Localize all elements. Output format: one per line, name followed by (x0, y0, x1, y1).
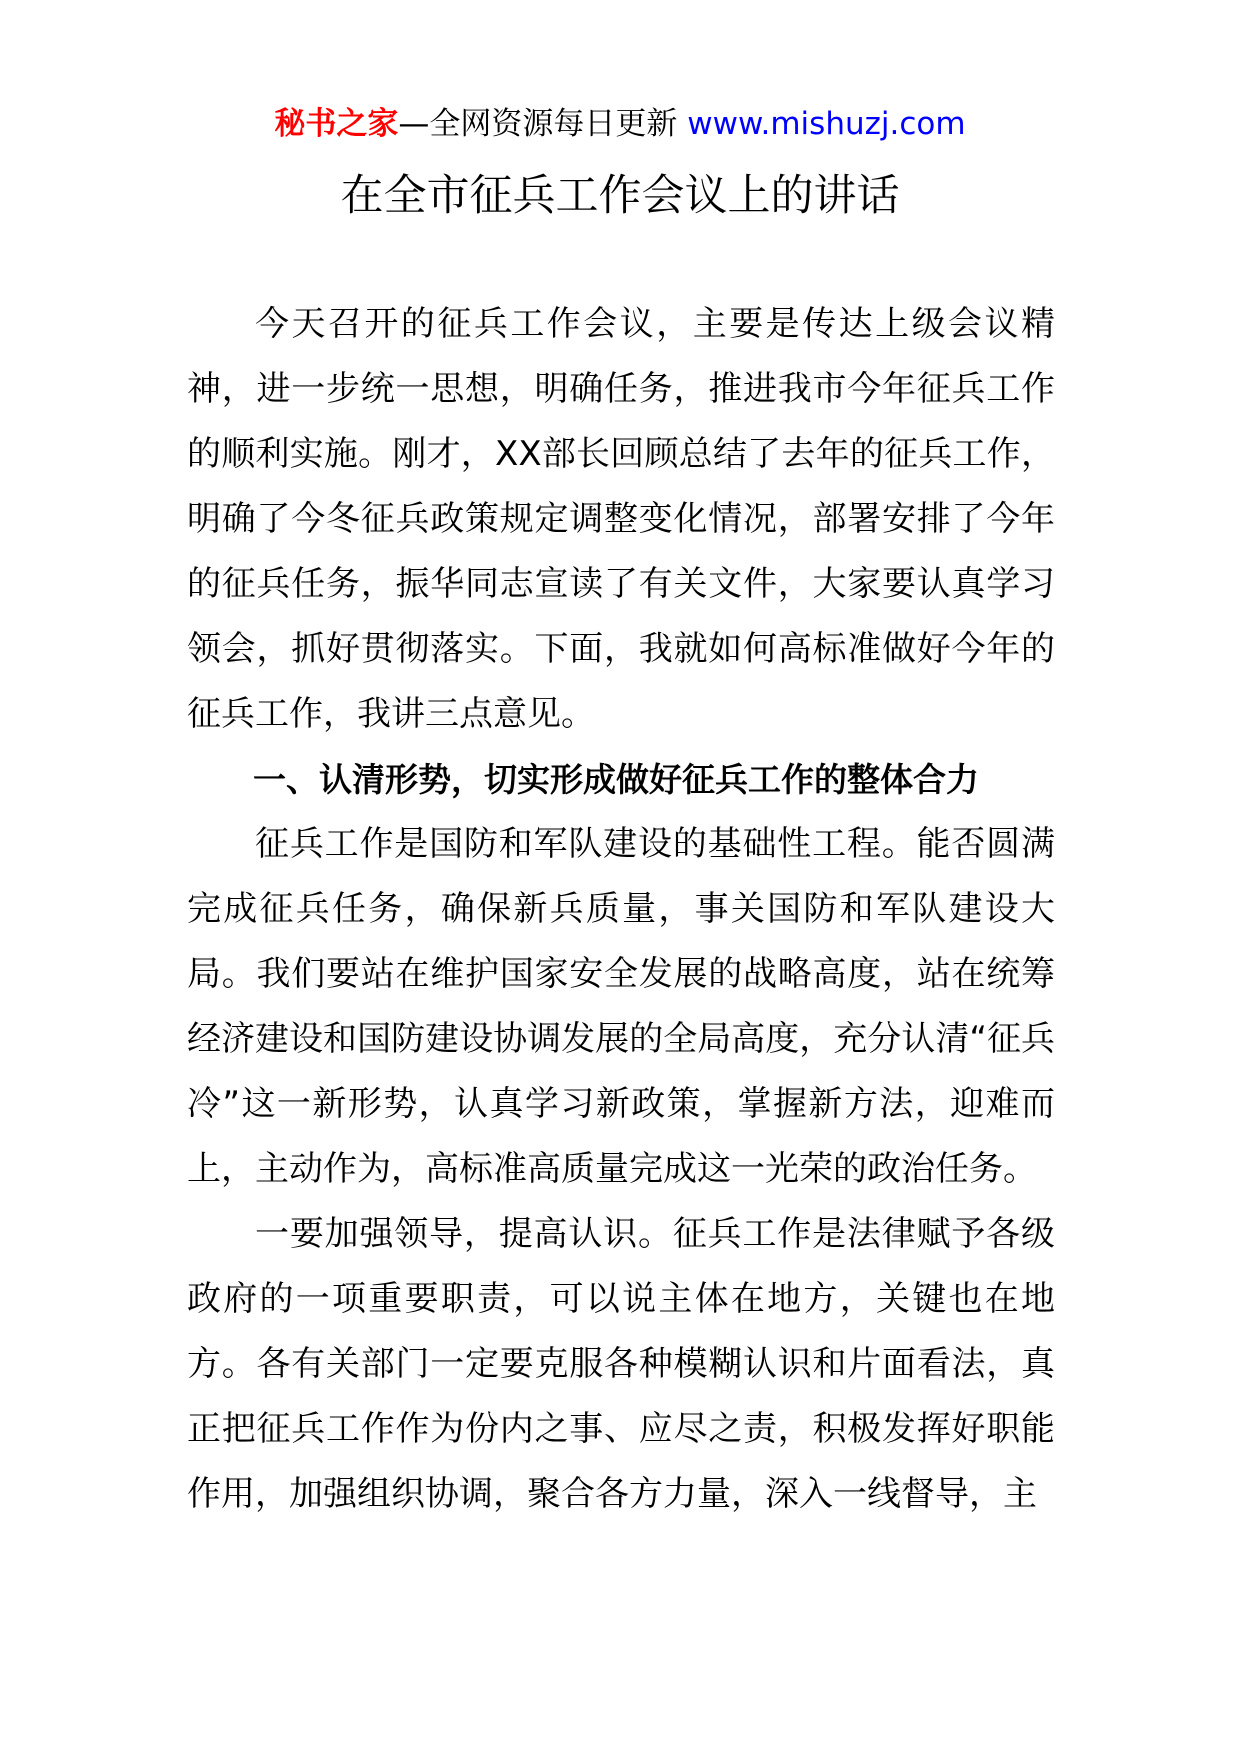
document-title: 在全市征兵工作会议上的讲话 (340, 171, 900, 221)
paragraph-point-1: 一要加强领导，提高认识。征兵工作是法律赋予各级政府的一项重要职责，可以说主体在地方，关键也在地方。各有关部门一定要克服各种模糊认识和片面看法，真正把征兵工作作为份内之事、应尽之责，积极发挥好职能作用，加强组织协调，聚合各方力量，深入一线督导，主 (187, 1214, 1055, 1514)
document-body (187, 292, 1055, 1527)
section-heading-1: 一、认清形势，切实形成做好征兵工作的整体合力 (253, 760, 979, 799)
site-header (0, 104, 1240, 144)
paragraph-intro: 今天召开的征兵工作会议，主要是传达上级会议精神，进一步统一思想，明确任务，推进我市今年征兵工作的顺利实施。刚才，XX部长回顾总结了去年的征兵工作，明确了今冬征兵政策规定调整变化情况，部署安排了今年的征兵任务，振华同志宣读了有关文件，大家要认真学习领会，抓好贯彻落实。下面，我就如何高标准做好今年的征兵工作，我讲三点意见。 (187, 304, 1055, 734)
site-url-link[interactable]: www.mishuzj.com (687, 106, 966, 142)
site-brand: 秘书之家 (274, 106, 399, 142)
site-slogan: —全网资源每日更新 (398, 106, 688, 142)
paragraph-section-1: 征兵工作是国防和军队建设的基础性工程。能否圆满完成征兵任务，确保新兵质量，事关国防和军队建设大局。我们要站在维护国家安全发展的战略高度，站在统筹经济建设和国防建设协调发展的全局高度，充分认清“征兵冷”这一新形势，认真学习新政策，掌握新方法，迎难而上，主动作为，高标准高质量完成这一光荣的政治任务。 (187, 824, 1055, 1189)
